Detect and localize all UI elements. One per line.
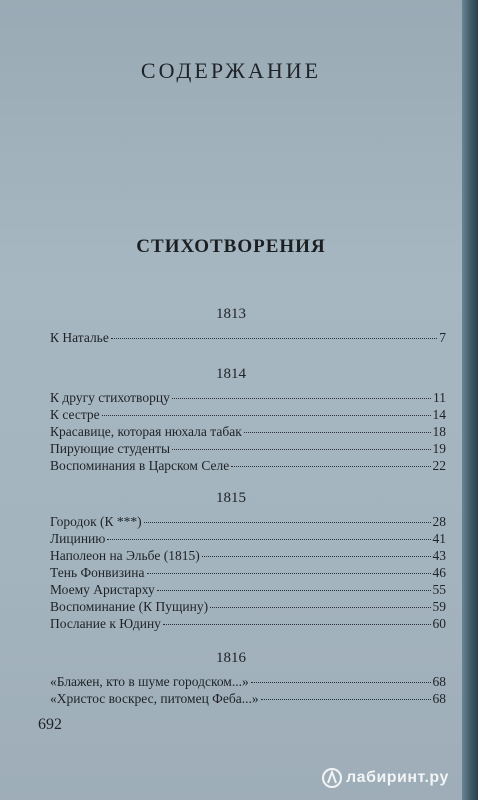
entry-title: Пирующие студенты	[50, 441, 171, 456]
entry-title: «Христос воскрес, питомец Феба...»	[50, 691, 259, 706]
entry-page: 18	[432, 424, 446, 439]
toc-entry	[50, 616, 446, 634]
dot-leader	[172, 398, 431, 399]
entry-title: Воспоминания в Царском Селе	[50, 458, 230, 473]
dot-leader	[163, 624, 431, 625]
toc-entry	[50, 548, 446, 566]
entry-title: Моему Аристарху	[50, 582, 155, 597]
dot-leader	[144, 522, 431, 523]
entry-page: 68	[432, 691, 446, 706]
dot-leader	[147, 573, 431, 574]
dot-leader	[102, 415, 431, 416]
entry-page: 60	[432, 616, 446, 631]
watermark	[322, 766, 449, 790]
entry-page: 59	[432, 599, 446, 614]
entry-page: 46	[432, 565, 446, 580]
year-heading-1813: 1813	[216, 306, 246, 322]
year-heading-1814: 1814	[216, 366, 246, 382]
entry-page: 43	[432, 548, 446, 563]
labirint-logo-icon	[322, 768, 342, 788]
toc-title: СОДЕРЖАНИЕ	[140, 58, 322, 83]
entry-title: Послание к Юдину	[50, 616, 161, 631]
entry-title: «Блажен, кто в шуме городском...»	[50, 674, 249, 689]
entry-title: Наполеон на Эльбе (1815)	[50, 548, 200, 563]
page-number: 692	[38, 716, 62, 733]
entry-page: 7	[439, 330, 446, 345]
toc-entry	[50, 407, 446, 425]
toc-entry	[50, 330, 446, 348]
entry-title: К другу стихотворцу	[50, 390, 170, 405]
entry-page: 14	[432, 407, 446, 422]
entry-page: 11	[433, 390, 446, 405]
entry-page: 19	[432, 441, 446, 456]
toc-entry	[50, 531, 446, 549]
dot-leader	[244, 432, 431, 433]
entry-title: Городок (К ***)	[50, 514, 142, 529]
entry-page: 41	[432, 531, 446, 546]
watermark-text: лабиринт.ру	[346, 769, 449, 786]
dot-leader	[107, 539, 430, 540]
dot-leader	[202, 556, 431, 557]
entry-title: Воспоминание (К Пущину)	[50, 599, 209, 614]
entry-title: К Наталье	[50, 330, 109, 345]
toc-entry	[50, 691, 446, 709]
toc-entry	[50, 582, 446, 600]
toc-entry	[50, 599, 446, 617]
toc-entry	[50, 424, 446, 442]
page-edge-background	[462, 0, 478, 800]
entry-title: Красавице, которая нюхала табак	[50, 424, 242, 439]
toc-entry	[50, 514, 446, 532]
toc-entry	[50, 565, 446, 583]
entry-page: 28	[432, 514, 446, 529]
entry-page: 55	[432, 582, 446, 597]
entry-title: Тень Фонвизина	[50, 565, 145, 580]
entry-title: К сестре	[50, 407, 100, 422]
toc-entry	[50, 458, 446, 476]
entry-page: 22	[432, 458, 446, 473]
section-title: СТИХОТВОРЕНИЯ	[136, 236, 326, 257]
entry-page: 68	[432, 674, 446, 689]
dot-leader	[210, 607, 430, 608]
dot-leader	[251, 682, 431, 683]
year-heading-1816: 1816	[216, 650, 246, 666]
dot-leader	[111, 338, 437, 339]
year-heading-1815: 1815	[216, 490, 246, 506]
dot-leader	[261, 699, 431, 700]
dot-leader	[231, 466, 430, 467]
entry-title: Лицинию	[50, 531, 106, 546]
dot-leader	[157, 590, 431, 591]
toc-entry	[50, 441, 446, 459]
dot-leader	[172, 449, 430, 450]
toc-entry	[50, 674, 446, 692]
toc-entry	[50, 390, 446, 408]
